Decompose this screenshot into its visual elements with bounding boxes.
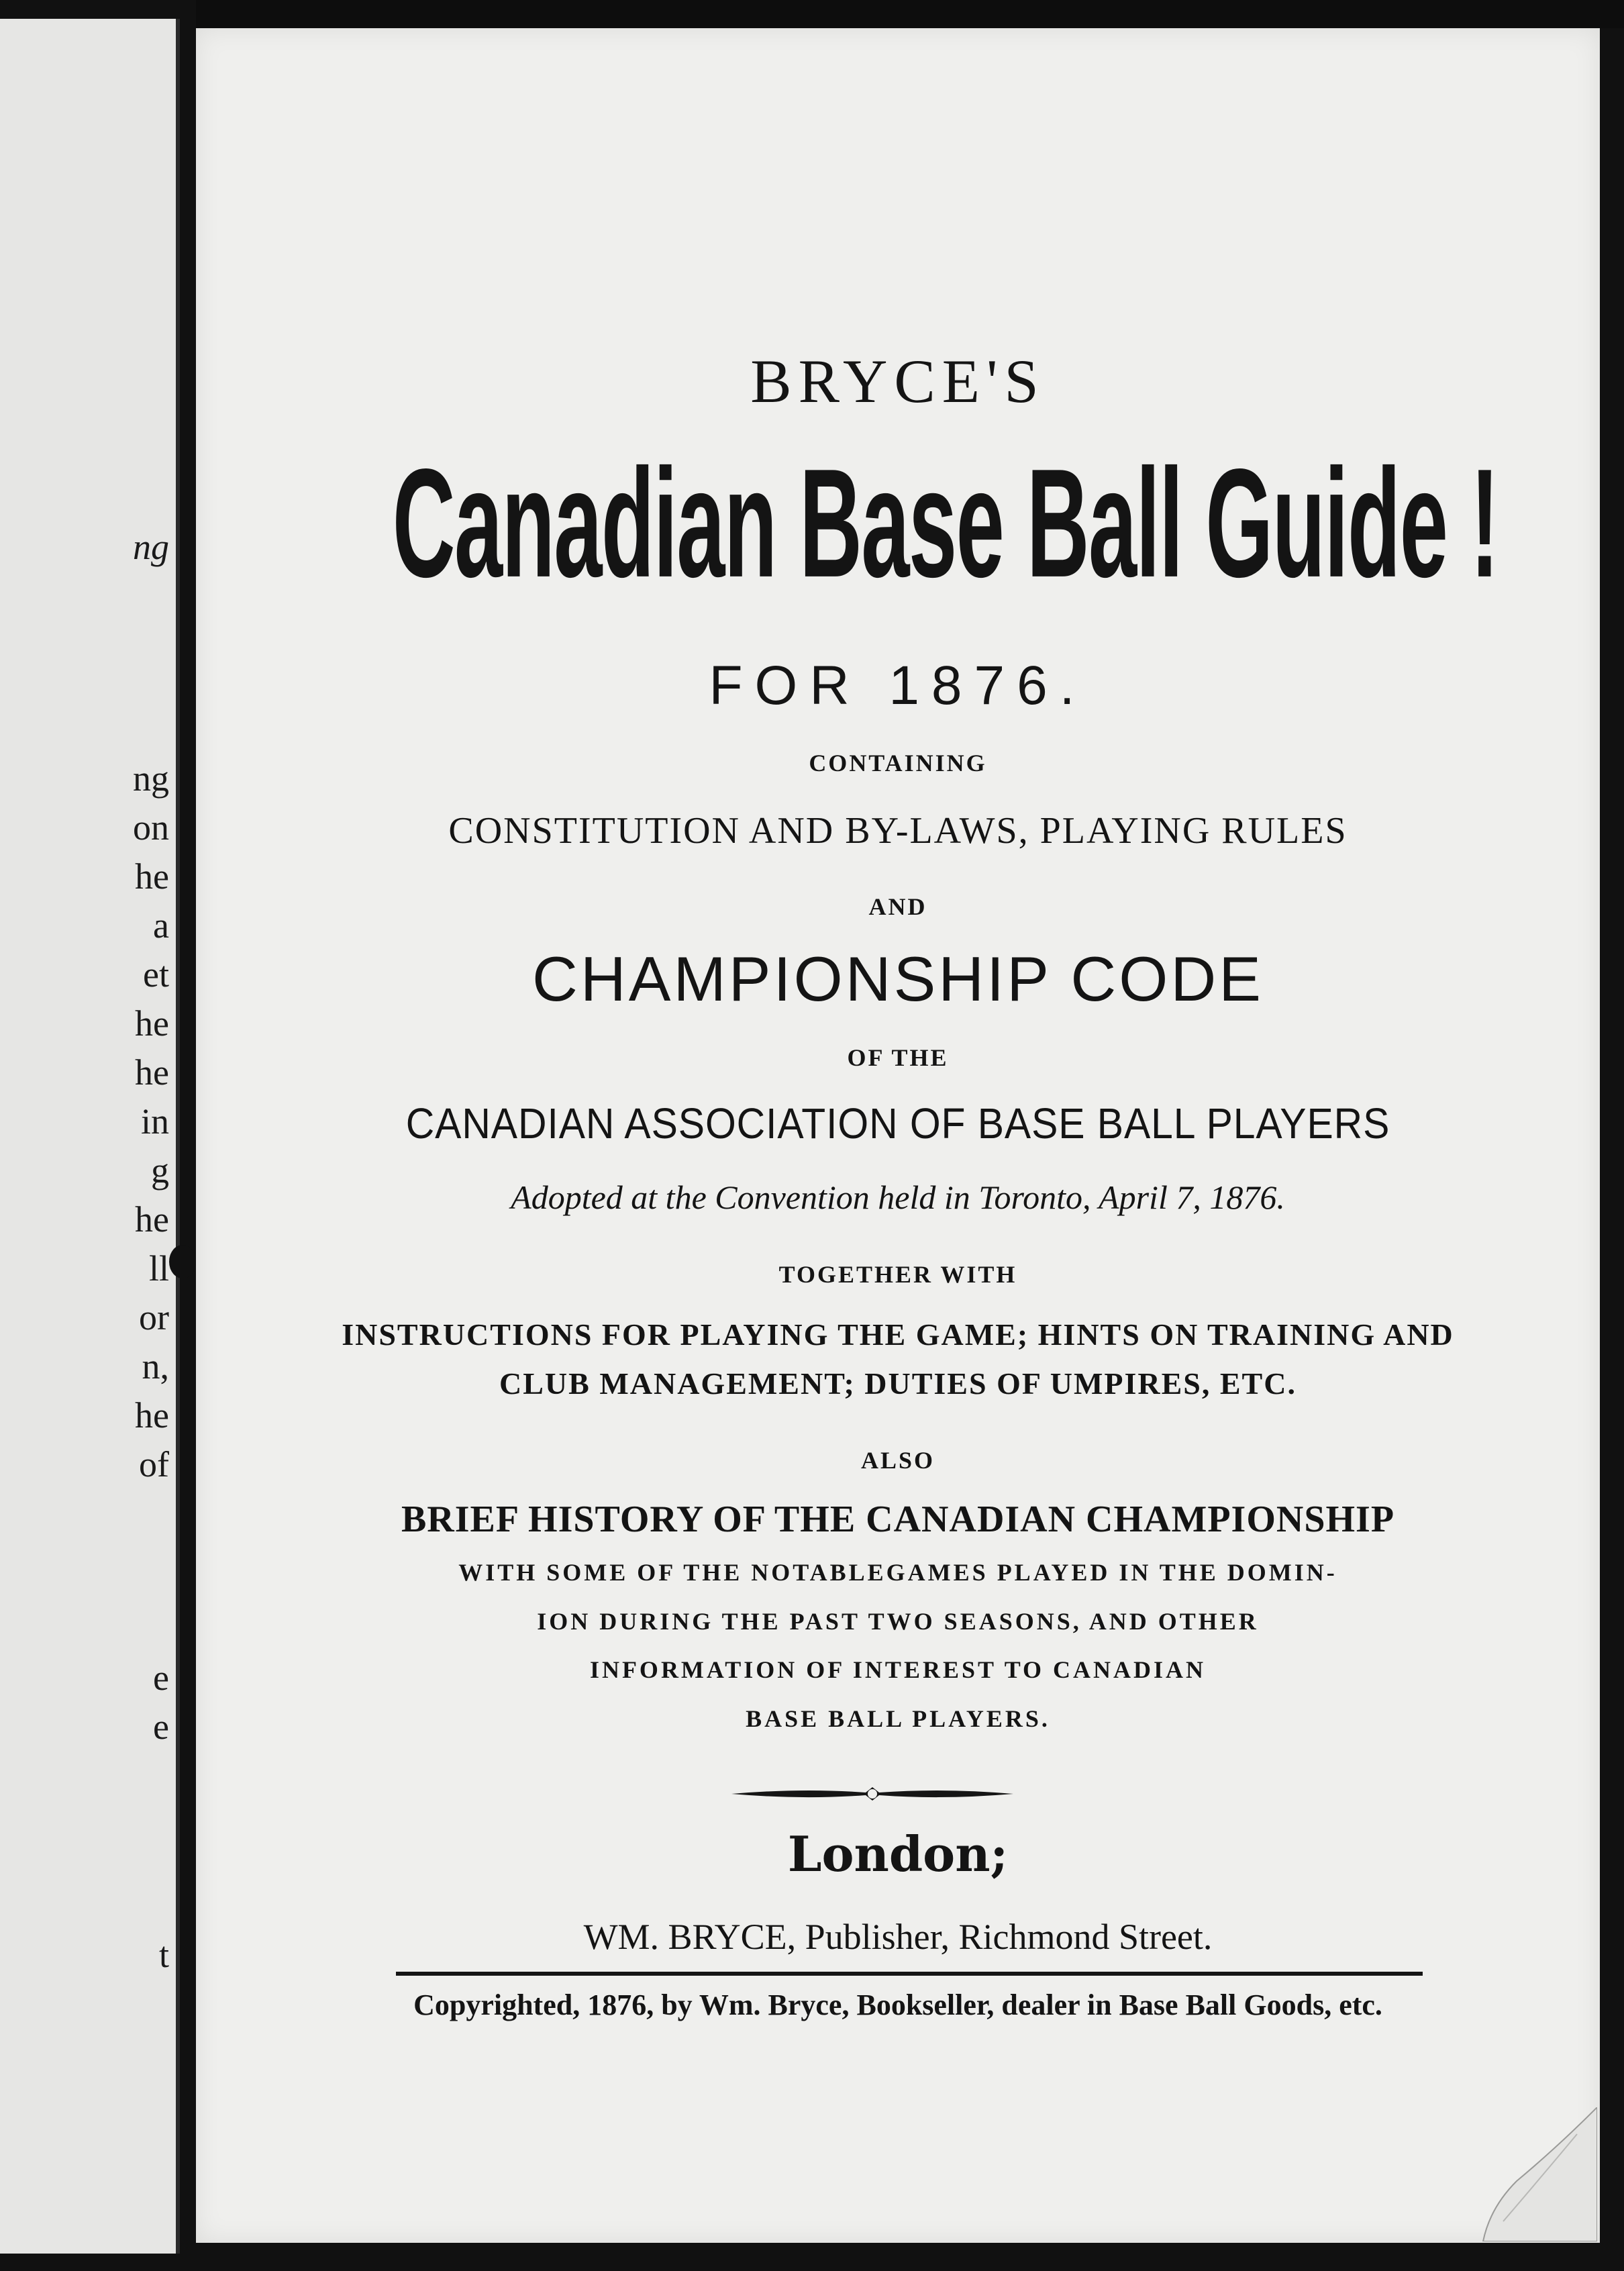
history-subline-1: WITH SOME OF THE NOTABLEGAMES PLAYED IN THE DOMIN- [458,1559,1337,1586]
fragment-line: t [158,1935,169,1975]
copyright-notice: Copyrighted, 1876, by Wm. Bryce, Bookseller, dealer in Base Ball Goods, etc. [413,1988,1382,2021]
together-with-label: TOGETHER WITH [778,1261,1017,1288]
fragment-line: he [135,1395,169,1435]
instructions-line-1: INSTRUCTIONS FOR PLAYING THE GAME; HINTS ON TRAINING AND [342,1317,1454,1352]
fragment-line: ll [148,1248,169,1289]
association-name: CANADIAN ASSOCIATION OF BASE BALL PLAYERS [405,1099,1390,1148]
championship-code-heading: CHAMPIONSHIP CODE [532,944,1264,1014]
history-subline-4: BASE BALL PLAYERS. [746,1705,1050,1732]
publication-city: London; [787,1825,1009,1882]
fragment-line: ng [133,758,169,799]
history-heading: BRIEF HISTORY OF THE CANADIAN CHAMPIONSHIP [401,1499,1395,1540]
fragment-line: in [140,1101,169,1142]
brand-name: BRYCE'S [750,347,1046,415]
history-subline-3: INFORMATION OF INTEREST TO CANADIAN [589,1656,1207,1683]
fragment-line: et [143,954,169,995]
ornament-rule [731,1785,1013,1803]
fragment-line: e [153,1707,169,1747]
and-label: AND [868,893,927,920]
containing-label: CONTAINING [809,750,987,776]
fragment-line: n, [142,1346,169,1386]
binding-mark [169,1245,196,1278]
fragment-line: he [135,1199,169,1240]
page-title: Canadian Base Ball Guide ! [392,437,1499,610]
fragment-line: on [133,807,169,848]
fragment-line: e [153,1658,169,1698]
page-top-edge [196,0,1624,28]
fragment-line: he [135,1003,169,1044]
fragment-line: g [151,1150,169,1191]
fragment-line: a [153,905,169,946]
worn-corner [1476,2107,1597,2241]
adoption-note: Adopted at the Convention held in Toronto, April 7, 1876. [511,1178,1285,1216]
fragment-line: he [135,1052,169,1093]
facing-page-fragment [0,19,180,2254]
fragment-line: ng [133,527,169,567]
fragment-line: of [139,1444,169,1484]
of-the-label: OF THE [847,1044,949,1071]
history-subline-2: ION DURING THE PAST TWO SEASONS, AND OTHER [537,1608,1259,1635]
year-line: FOR 1876. [709,655,1087,716]
fragment-line: or [139,1297,169,1338]
constitution-line: CONSTITUTION AND BY-LAWS, PLAYING RULES [448,810,1348,852]
instructions-line-2: CLUB MANAGEMENT; DUTIES OF UMPIRES, ETC. [499,1366,1297,1401]
fragment-line: he [135,856,169,897]
also-label: ALSO [860,1447,935,1474]
publisher-line: WM. BRYCE, Publisher, Richmond Street. [583,1917,1213,1957]
divider-rule [396,1972,1423,1976]
